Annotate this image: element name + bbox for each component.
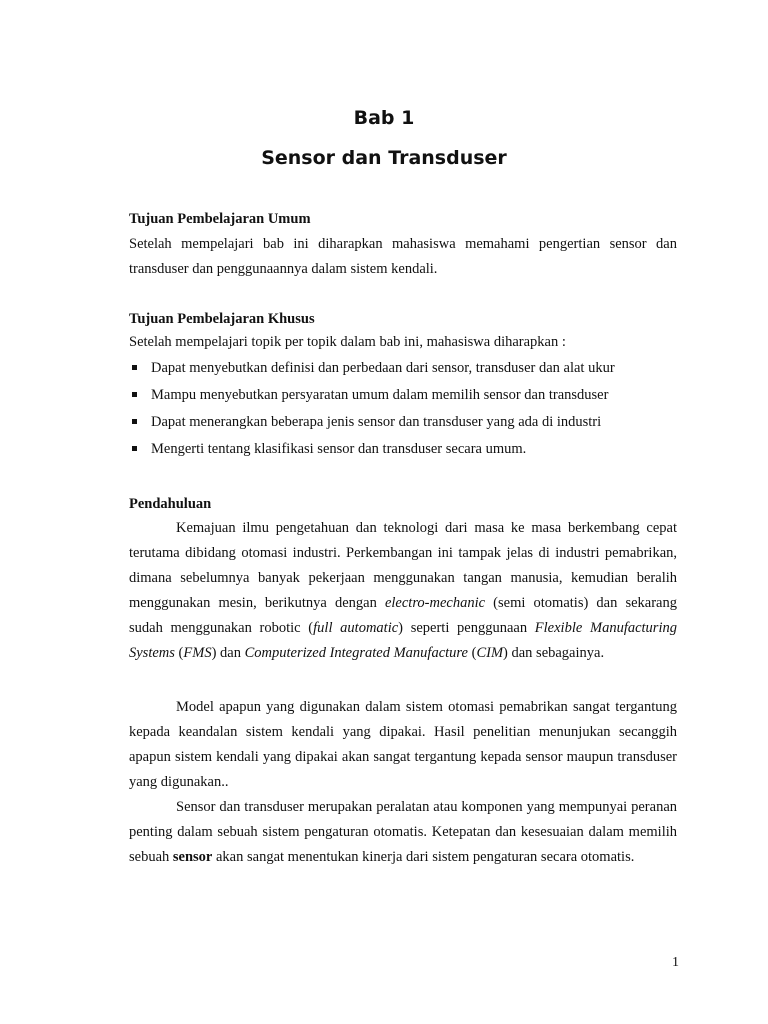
paragraph-1: Kemajuan ilmu pengetahuan dan teknologi dari masa ke masa berkembang cepat terutama dibidang otomasi industri. Perkembangan ini tampak jelas di industri pemabrikan, dimana sebelumnya banyak pekerjaan menggunakan tangan manusia, kemudian beralih menggunakan mesin, berikutnya dengan electro-mechanic (semi otomatis) dan sekarang sudah menggunakan robotic (full automatic) seperti penggunaan Flexible Manufacturing Systems (FMS) dan Computerized Integrated Manufacture (CIM) dan sebagainya. (129, 520, 677, 661)
bullet-icon (132, 392, 137, 397)
list-item (129, 357, 689, 384)
tujuan-khusus-intro: Setelah mempelajari topik per topik dalam bab ini, mahasiswa diharapkan : (129, 334, 566, 350)
list-item (129, 384, 689, 411)
heading-tujuan-umum: Tujuan Pembelajaran Umum (129, 211, 311, 227)
tujuan-umum-text: Setelah mempelajari bab ini diharapkan mahasiswa memahami pengertian sensor dan transduser dan penggunaannya dalam sistem kendali. (129, 236, 677, 277)
list-item (129, 438, 689, 465)
list-item-text: Mampu menyebutkan persyaratan umum dalam memilih sensor dan transduser (151, 387, 609, 403)
list-item (129, 411, 689, 438)
paragraph-2: Model apapun yang digunakan dalam sistem otomasi pemabrikan sangat tergantung kepada keandalan sistem kendali yang dipakai. Hasil penelitian menunjukan secanggih apapun sistem kendali yang dipakai akan sangat tergantung kepada sensor maupun transduser yang digunakan.. (129, 699, 677, 790)
page-number: 1 (672, 955, 679, 970)
bullet-icon (132, 419, 137, 424)
list-item-text: Dapat menerangkan beberapa jenis sensor dan transduser yang ada di industri (151, 414, 602, 430)
heading-pendahuluan: Pendahuluan (129, 496, 212, 512)
paragraph-3: Sensor dan transduser merupakan peralatan atau komponen yang mempunyai peranan penting dalam sebuah sistem pengaturan otomatis. Ketepatan dan kesesuaian dalam memilih sebuah sensor akan sangat menentukan kinerja dari sistem pengaturan secara otomatis. (129, 799, 677, 865)
chapter-number: Bab 1 (353, 107, 415, 129)
chapter-title: Sensor dan Transduser (261, 147, 507, 169)
list-item-text: Dapat menyebutkan definisi dan perbedaan dari sensor, transduser dan alat ukur (151, 360, 615, 376)
heading-tujuan-khusus: Tujuan Pembelajaran Khusus (129, 311, 315, 327)
bullet-icon (132, 446, 137, 451)
list-item-text: Mengerti tentang klasifikasi sensor dan transduser secara umum. (151, 441, 527, 457)
objectives-list (129, 357, 689, 465)
bullet-icon (132, 365, 137, 370)
